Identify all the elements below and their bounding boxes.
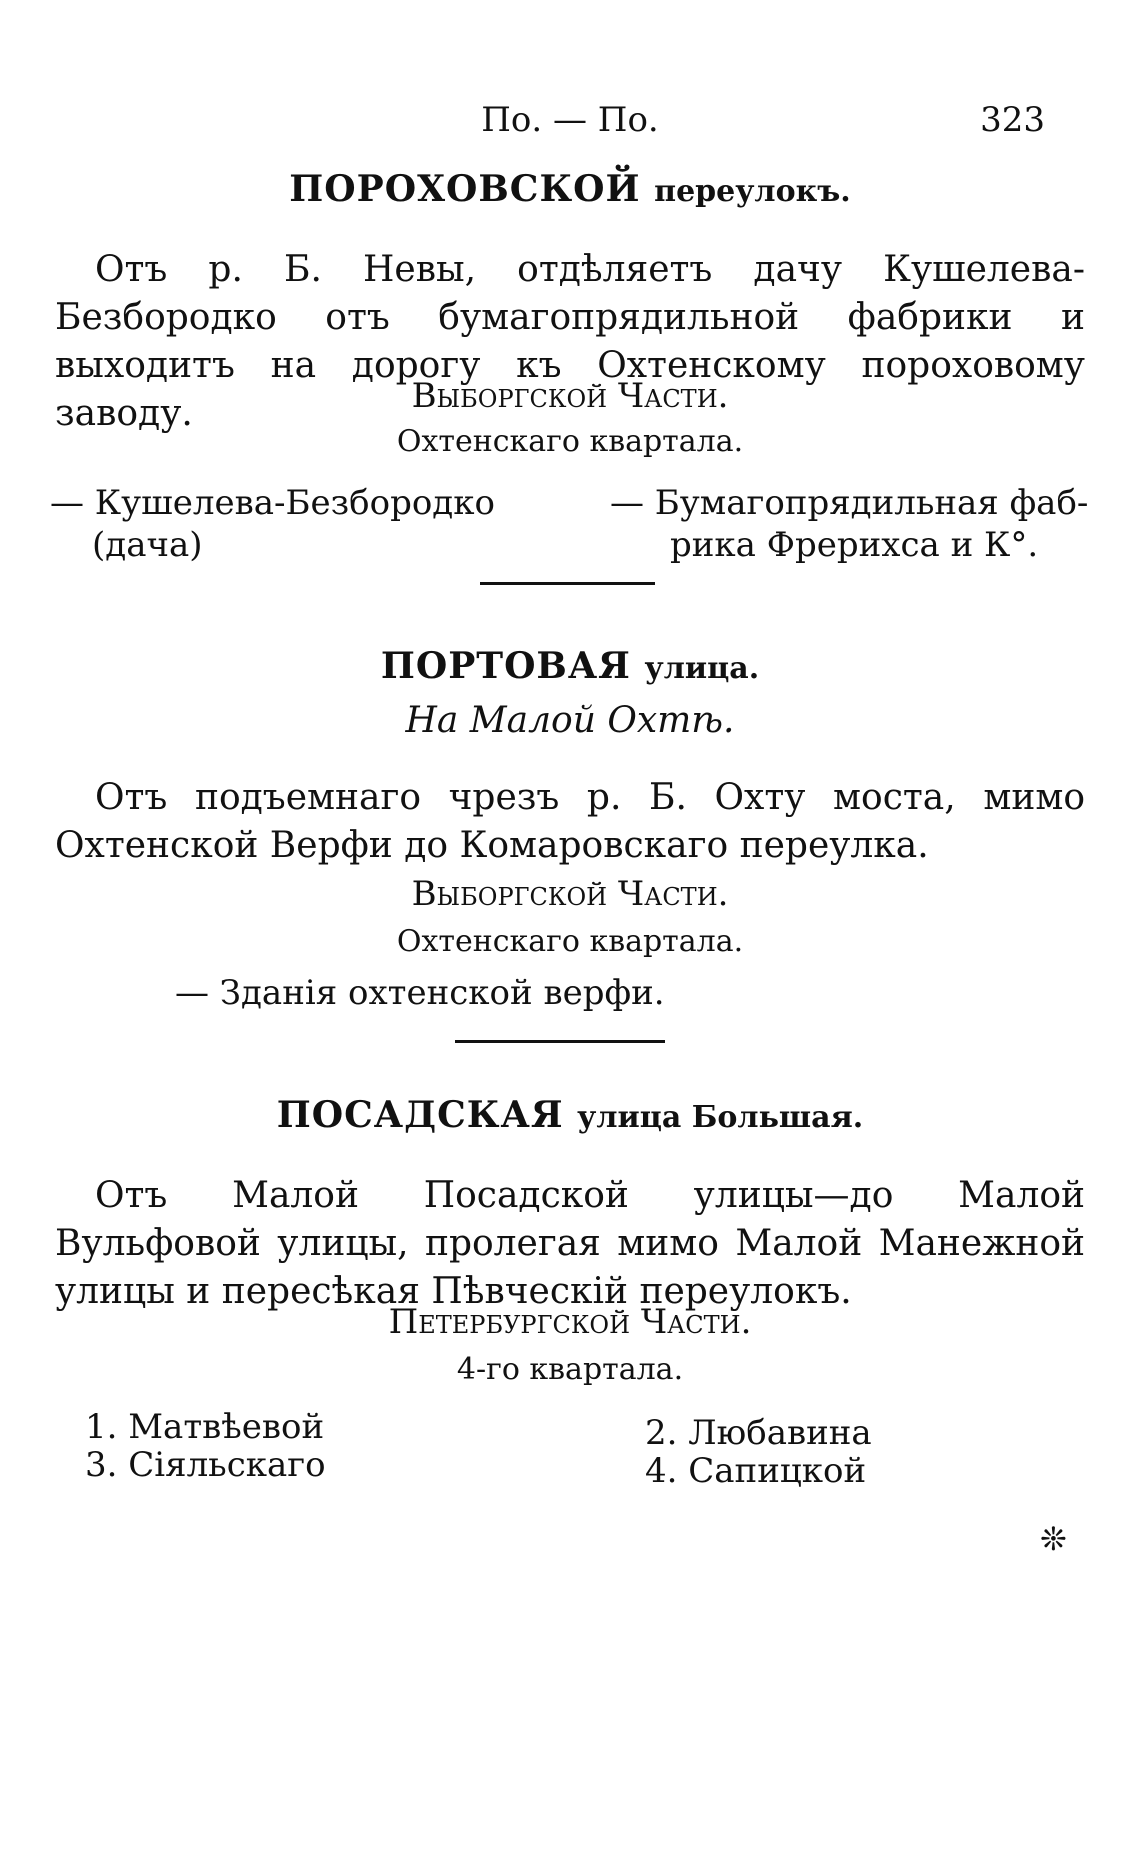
- part-label: Петербургской Части.: [388, 1302, 752, 1342]
- part-label: Выборгской Части.: [411, 874, 729, 914]
- page-number: 323: [980, 100, 1045, 140]
- quarter-label: Охтенскаго квартала.: [396, 424, 744, 459]
- running-header: По. — По.: [481, 100, 659, 140]
- section-heading: [0, 645, 1140, 687]
- list-item: — Зданія охтенской верфи.: [175, 973, 665, 1013]
- quarter-label: 4-го квартала.: [456, 1352, 684, 1387]
- section-divider: [480, 582, 655, 585]
- entry-line: рика Фрерихса и К°.: [670, 525, 1039, 565]
- section-divider: [455, 1040, 665, 1043]
- quarter-label: Охтенскаго квартала.: [396, 924, 744, 959]
- list-item: [610, 482, 1100, 566]
- section-description: [55, 1172, 1085, 1316]
- description-text: Отъ подъемнаго чрезъ р. Б. Охту моста, мимо Охтенской Верфи до Комаровскаго переулка.: [55, 777, 1085, 866]
- heading-bold: ПОСАДСКАЯ: [276, 1094, 564, 1136]
- section-description: [55, 774, 1085, 870]
- section-heading: [0, 1094, 1140, 1136]
- description-text: Отъ р. Б. Невы, отдѣляетъ дачу Кушелева-Безбородко отъ бумагопрядильной фабрики и выходитъ на дорогу къ Охтенскому пороховому заводу.: [55, 249, 1085, 434]
- entry-line: — Кушелева-Безбородко: [50, 483, 495, 523]
- list-item: 3. Сіяльскаго: [85, 1445, 326, 1485]
- heading-bold: ПОРОХОВСКОЙ: [289, 168, 641, 210]
- description-text: Отъ Малой Посадской улицы—до Малой Вульфовой улицы, пролегая мимо Малой Манежной улицы и пересѣкая Пѣвческій переулокъ.: [55, 1175, 1085, 1312]
- entry-line: — Бумагопрядильная фаб-: [610, 483, 1089, 523]
- section-heading: [0, 168, 1140, 210]
- list-item: 2. Любавина: [645, 1413, 872, 1453]
- part-label: Выборгской Части.: [411, 376, 729, 416]
- heading-bold: ПОРТОВАЯ: [380, 645, 631, 687]
- list-item: 4. Сапицкой: [645, 1451, 867, 1491]
- ornament-icon: ❊: [1040, 1520, 1067, 1558]
- heading-rest: улица Большая.: [577, 1100, 864, 1135]
- heading-rest: улица.: [644, 651, 760, 686]
- list-item: [50, 482, 520, 566]
- entry-line: (дача): [92, 525, 203, 565]
- list-item: 1. Матвѣевой: [85, 1407, 325, 1447]
- heading-rest: переулокъ.: [654, 174, 851, 209]
- section-subtitle: На Малой Охтѣ.: [405, 700, 735, 741]
